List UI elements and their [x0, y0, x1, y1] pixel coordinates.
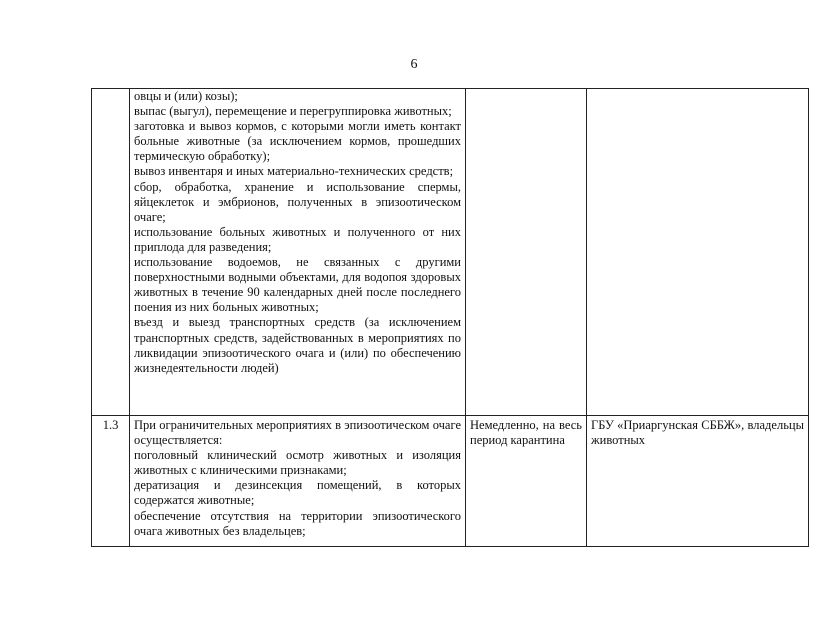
table-row — [92, 89, 809, 416]
measure-item: При ограничительных мероприятиях в эпизоотическом очаге осуществляется: — [134, 418, 461, 448]
row-number-cell — [92, 89, 130, 416]
measure-item: дератизация и дезинсекция помещений, в которых содержатся животные; — [134, 478, 461, 508]
measure-item: использование водоемов, не связанных с другими поверхностными водными объектами, для водопоя здоровых животных в течение 90 календарных дней после последнего поения из них больных животных; — [134, 255, 461, 315]
term-text: Немедленно, на весь период карантина — [470, 418, 582, 448]
executor-cell — [587, 416, 809, 547]
measures-cell — [130, 416, 466, 547]
measure-item: сбор, обработка, хранение и использование спермы, яйцеклеток и эмбрионов, полученных в эпизоотическом очаге; — [134, 179, 461, 224]
measure-item: заготовка и вывоз кормов, с которыми могли иметь контакт больные животные (за исключением кормов, прошедших термическую обработку); — [134, 119, 461, 164]
table-row — [92, 416, 809, 547]
term-cell — [466, 416, 587, 547]
row-number-cell: 1.3 — [92, 416, 130, 547]
measure-item: овцы и (или) козы); — [134, 89, 238, 103]
term-cell — [466, 89, 587, 416]
measures-cell — [130, 89, 466, 416]
executor-cell — [587, 89, 809, 416]
measure-item: вывоз инвентаря и иных материально-технических средств; — [134, 164, 454, 179]
measure-item: выпас (выгул), перемещение и перегруппировка животных; — [134, 104, 452, 119]
measure-item: въезд и выезд транспортных средств (за исключением транспортных средств, задействованных в мероприятиях по ликвидации эпизоотического очага и (или) по обеспечению жизнедеятельности людей) — [134, 315, 461, 375]
measure-item: использование больных животных и полученного от них приплода для разведения; — [134, 224, 461, 254]
measures-table — [91, 88, 809, 547]
measure-item: обеспечение отсутствия на территории эпизоотического очага животных без владельцев; — [134, 508, 461, 538]
measure-item: поголовный клинический осмотр животных и изоляция животных с клиническими признаками; — [134, 448, 461, 478]
executor-text: ГБУ «Приаргунская СББЖ», владельцы животных — [591, 418, 804, 448]
page-number: 6 — [410, 57, 418, 72]
